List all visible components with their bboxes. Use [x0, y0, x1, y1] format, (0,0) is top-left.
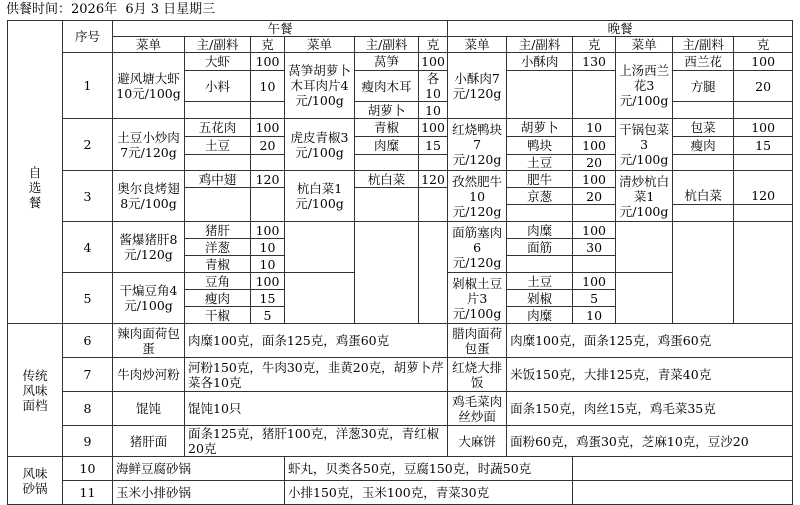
ingredient: 胡萝卜: [507, 119, 573, 137]
col-dish: 菜单: [448, 37, 507, 53]
dish-name: 腊肉面荷包蛋: [448, 324, 507, 358]
ingredients-text: 米饭150克，大排125克，青菜40克: [507, 358, 793, 392]
ingredient: 小料: [185, 71, 251, 102]
service-date-header: [6, 2, 215, 18]
grams: 100: [419, 53, 448, 71]
ingredients-text: 肉糜100克，面条125克，鸡蛋60克: [507, 324, 793, 358]
dish-name: 面筋塞肉6元/120g: [448, 222, 507, 273]
seq-cell: 6: [63, 324, 113, 358]
section-label: 自选餐: [28, 165, 42, 211]
ingredient: 方腿: [673, 71, 734, 102]
ingredient: 鸡中翅: [185, 171, 251, 188]
ingredient: 肉糜: [355, 137, 419, 155]
dish-name: 莴笋胡萝卜木耳肉片4元/100g: [285, 53, 355, 119]
seq-cell: 3: [63, 171, 113, 222]
dish-name: 红烧大排饭: [448, 358, 507, 392]
ingredient: 胡萝卜: [355, 102, 419, 119]
dish-name: 猪肝面: [113, 426, 185, 457]
seq-cell: 9: [63, 426, 113, 457]
col-ingr: 主/副料: [507, 37, 573, 53]
seq-cell: 7: [63, 358, 113, 392]
dish-name: 鸡毛菜肉丝炒面: [448, 392, 507, 426]
col-g: 克: [573, 37, 616, 53]
dish-name: 避风塘大虾10元/100g: [113, 53, 185, 119]
grams: 100: [734, 53, 793, 71]
ingredient: 瘦肉: [185, 290, 251, 307]
dish-name: 杭白菜1元/100g: [285, 171, 355, 222]
col-g: 克: [251, 37, 285, 53]
ingredient: 青椒: [185, 256, 251, 273]
grams: 100: [251, 222, 285, 239]
section-label: 风味砂锅: [22, 465, 48, 496]
grams: 10: [573, 307, 616, 324]
col-g: 克: [734, 37, 793, 53]
ingredient: 大虾: [185, 53, 251, 71]
dish-name: 干锅包菜3元/100g: [616, 119, 673, 171]
grams: 120: [419, 171, 448, 188]
seq-cell: 5: [63, 273, 113, 324]
dish-name: 干煸豆角4元/100g: [113, 273, 185, 324]
ingredient: 肉糜: [507, 222, 573, 239]
grams: 100: [251, 273, 285, 290]
ingredient: 杭白菜: [355, 171, 419, 188]
ingredients-text: 面条150克，肉丝15克，鸡毛菜35克: [507, 392, 793, 426]
ingredient: 面筋: [507, 239, 573, 256]
ingredients-text: 馄饨10只: [185, 392, 448, 426]
ingredients-text: 肉糜100克，面条125克，鸡蛋60克: [185, 324, 448, 358]
ingredient: 洋葱: [185, 239, 251, 256]
ingredient: 小酥肉: [507, 53, 573, 71]
dish-name: 红烧鸭块7元/120g: [448, 119, 507, 171]
ingredient: 鸭块: [507, 137, 573, 155]
ingredient: 瘦肉木耳: [355, 71, 419, 102]
ingredient: 土豆: [185, 137, 251, 155]
grams: 15: [734, 137, 793, 155]
dish-name: 小酥肉7元/120g: [448, 53, 507, 119]
grams: 20: [251, 137, 285, 155]
ingredient: 干椒: [185, 307, 251, 324]
dish-name: 清炒杭白菜1元/100g: [616, 171, 673, 222]
seq-cell: 11: [63, 481, 113, 505]
ingredients-text: 虾丸，贝类各50克，豆腐150克，时蔬50克: [285, 457, 573, 481]
seq-cell: 10: [63, 457, 113, 481]
grams: 10: [251, 71, 285, 102]
col-g: 克: [419, 37, 448, 53]
ingredient: 瘦肉: [673, 137, 734, 155]
dish-name: 牛肉炒河粉: [113, 358, 185, 392]
menu-table: [7, 20, 793, 505]
ingredient: 豆角: [185, 273, 251, 290]
dish-name: 土豆小炒肉7元/120g: [113, 119, 185, 171]
grams: 100: [573, 273, 616, 290]
grams: 120: [734, 188, 793, 205]
ingredients-text: 面条125克，猪肝100克，洋葱30克，青红椒20克: [185, 426, 448, 457]
grams: 100: [419, 119, 448, 137]
col-dish: 菜单: [113, 37, 185, 53]
dish-name: 馄饨: [113, 392, 185, 426]
ingredients-text: 小排150克，玉米100克，青菜30克: [285, 481, 573, 505]
dish-name: 上汤西兰花3元/100g: [616, 53, 673, 119]
ingredient: 包菜: [673, 119, 734, 137]
dinner-header: 晚餐: [448, 21, 793, 37]
seq-cell: 1: [63, 53, 113, 119]
section-label: 传统风味面档: [22, 367, 48, 413]
col-dish: 菜单: [616, 37, 673, 53]
grams: 5: [251, 307, 285, 324]
grams: 100: [734, 119, 793, 137]
seq-header: 序号: [63, 21, 113, 53]
ingredient: 肥牛: [507, 171, 573, 188]
ingredient: 剁椒: [507, 290, 573, 307]
ingredient: 杭白菜: [673, 188, 734, 205]
grams: 20: [734, 71, 793, 102]
grams: 10: [251, 239, 285, 256]
lunch-header: 午餐: [113, 21, 448, 37]
grams: 20: [573, 155, 616, 171]
col-ingr: 主/副料: [673, 37, 734, 53]
grams: 10: [251, 256, 285, 273]
ingredient: 五花肉: [185, 119, 251, 137]
grams: 100: [573, 171, 616, 188]
col-ingr: 主/副料: [355, 37, 419, 53]
grams: 5: [573, 290, 616, 307]
grams: 15: [419, 137, 448, 155]
dish-name: 孜然肥牛10元/120g: [448, 171, 507, 222]
grams: 100: [251, 119, 285, 137]
grams: 各10: [419, 71, 448, 102]
ingredient: 土豆: [507, 155, 573, 171]
dish-name: 大麻饼: [448, 426, 507, 457]
col-ingr: 主/副料: [185, 37, 251, 53]
ingredient: 莴笋: [355, 53, 419, 71]
section-shaguo: [8, 457, 63, 505]
grams: 10: [573, 119, 616, 137]
dish-name: 海鲜豆腐砂锅: [113, 457, 285, 481]
ingredient: 土豆: [507, 273, 573, 290]
grams: 30: [573, 239, 616, 256]
dish-name: 虎皮青椒3元/100g: [285, 119, 355, 171]
grams: 20: [573, 188, 616, 205]
dish-name: 奥尔良烤翅8元/100g: [113, 171, 185, 222]
corner-cell: [8, 21, 63, 53]
dish-name: 剁椒土豆片3元/100g: [448, 273, 507, 324]
seq-cell: 2: [63, 119, 113, 171]
seq-cell: 8: [63, 392, 113, 426]
grams: 100: [251, 53, 285, 71]
ingredients-text: 面粉60克，鸡蛋30克，芝麻10克，豆沙20: [507, 426, 793, 457]
ingredients-text: 河粉150克，牛肉30克，韭黄20克，胡萝卜芹菜各10克: [185, 358, 448, 392]
date-prefix: 供餐时间：2026年: [6, 2, 118, 17]
grams: 120: [251, 171, 285, 188]
ingredient: 猪肝: [185, 222, 251, 239]
seq-cell: 4: [63, 222, 113, 273]
date-value: 6月 3 日星期三: [125, 2, 216, 17]
section-zixuan: [8, 53, 63, 324]
ingredient: 西兰花: [673, 53, 734, 71]
ingredient: 肉糜: [507, 307, 573, 324]
dish-name: 酱爆猪肝8元/120g: [113, 222, 185, 273]
ingredient: 青椒: [355, 119, 419, 137]
grams: 10: [419, 102, 448, 119]
grams: 130: [573, 53, 616, 71]
section-chuantong: [8, 324, 63, 457]
grams: 15: [251, 290, 285, 307]
grams: 100: [573, 222, 616, 239]
dish-name: 辣肉面荷包蛋: [113, 324, 185, 358]
grams: 100: [573, 137, 616, 155]
dish-name: 玉米小排砂锅: [113, 481, 285, 505]
ingredient: 京葱: [507, 188, 573, 205]
col-dish: 菜单: [285, 37, 355, 53]
